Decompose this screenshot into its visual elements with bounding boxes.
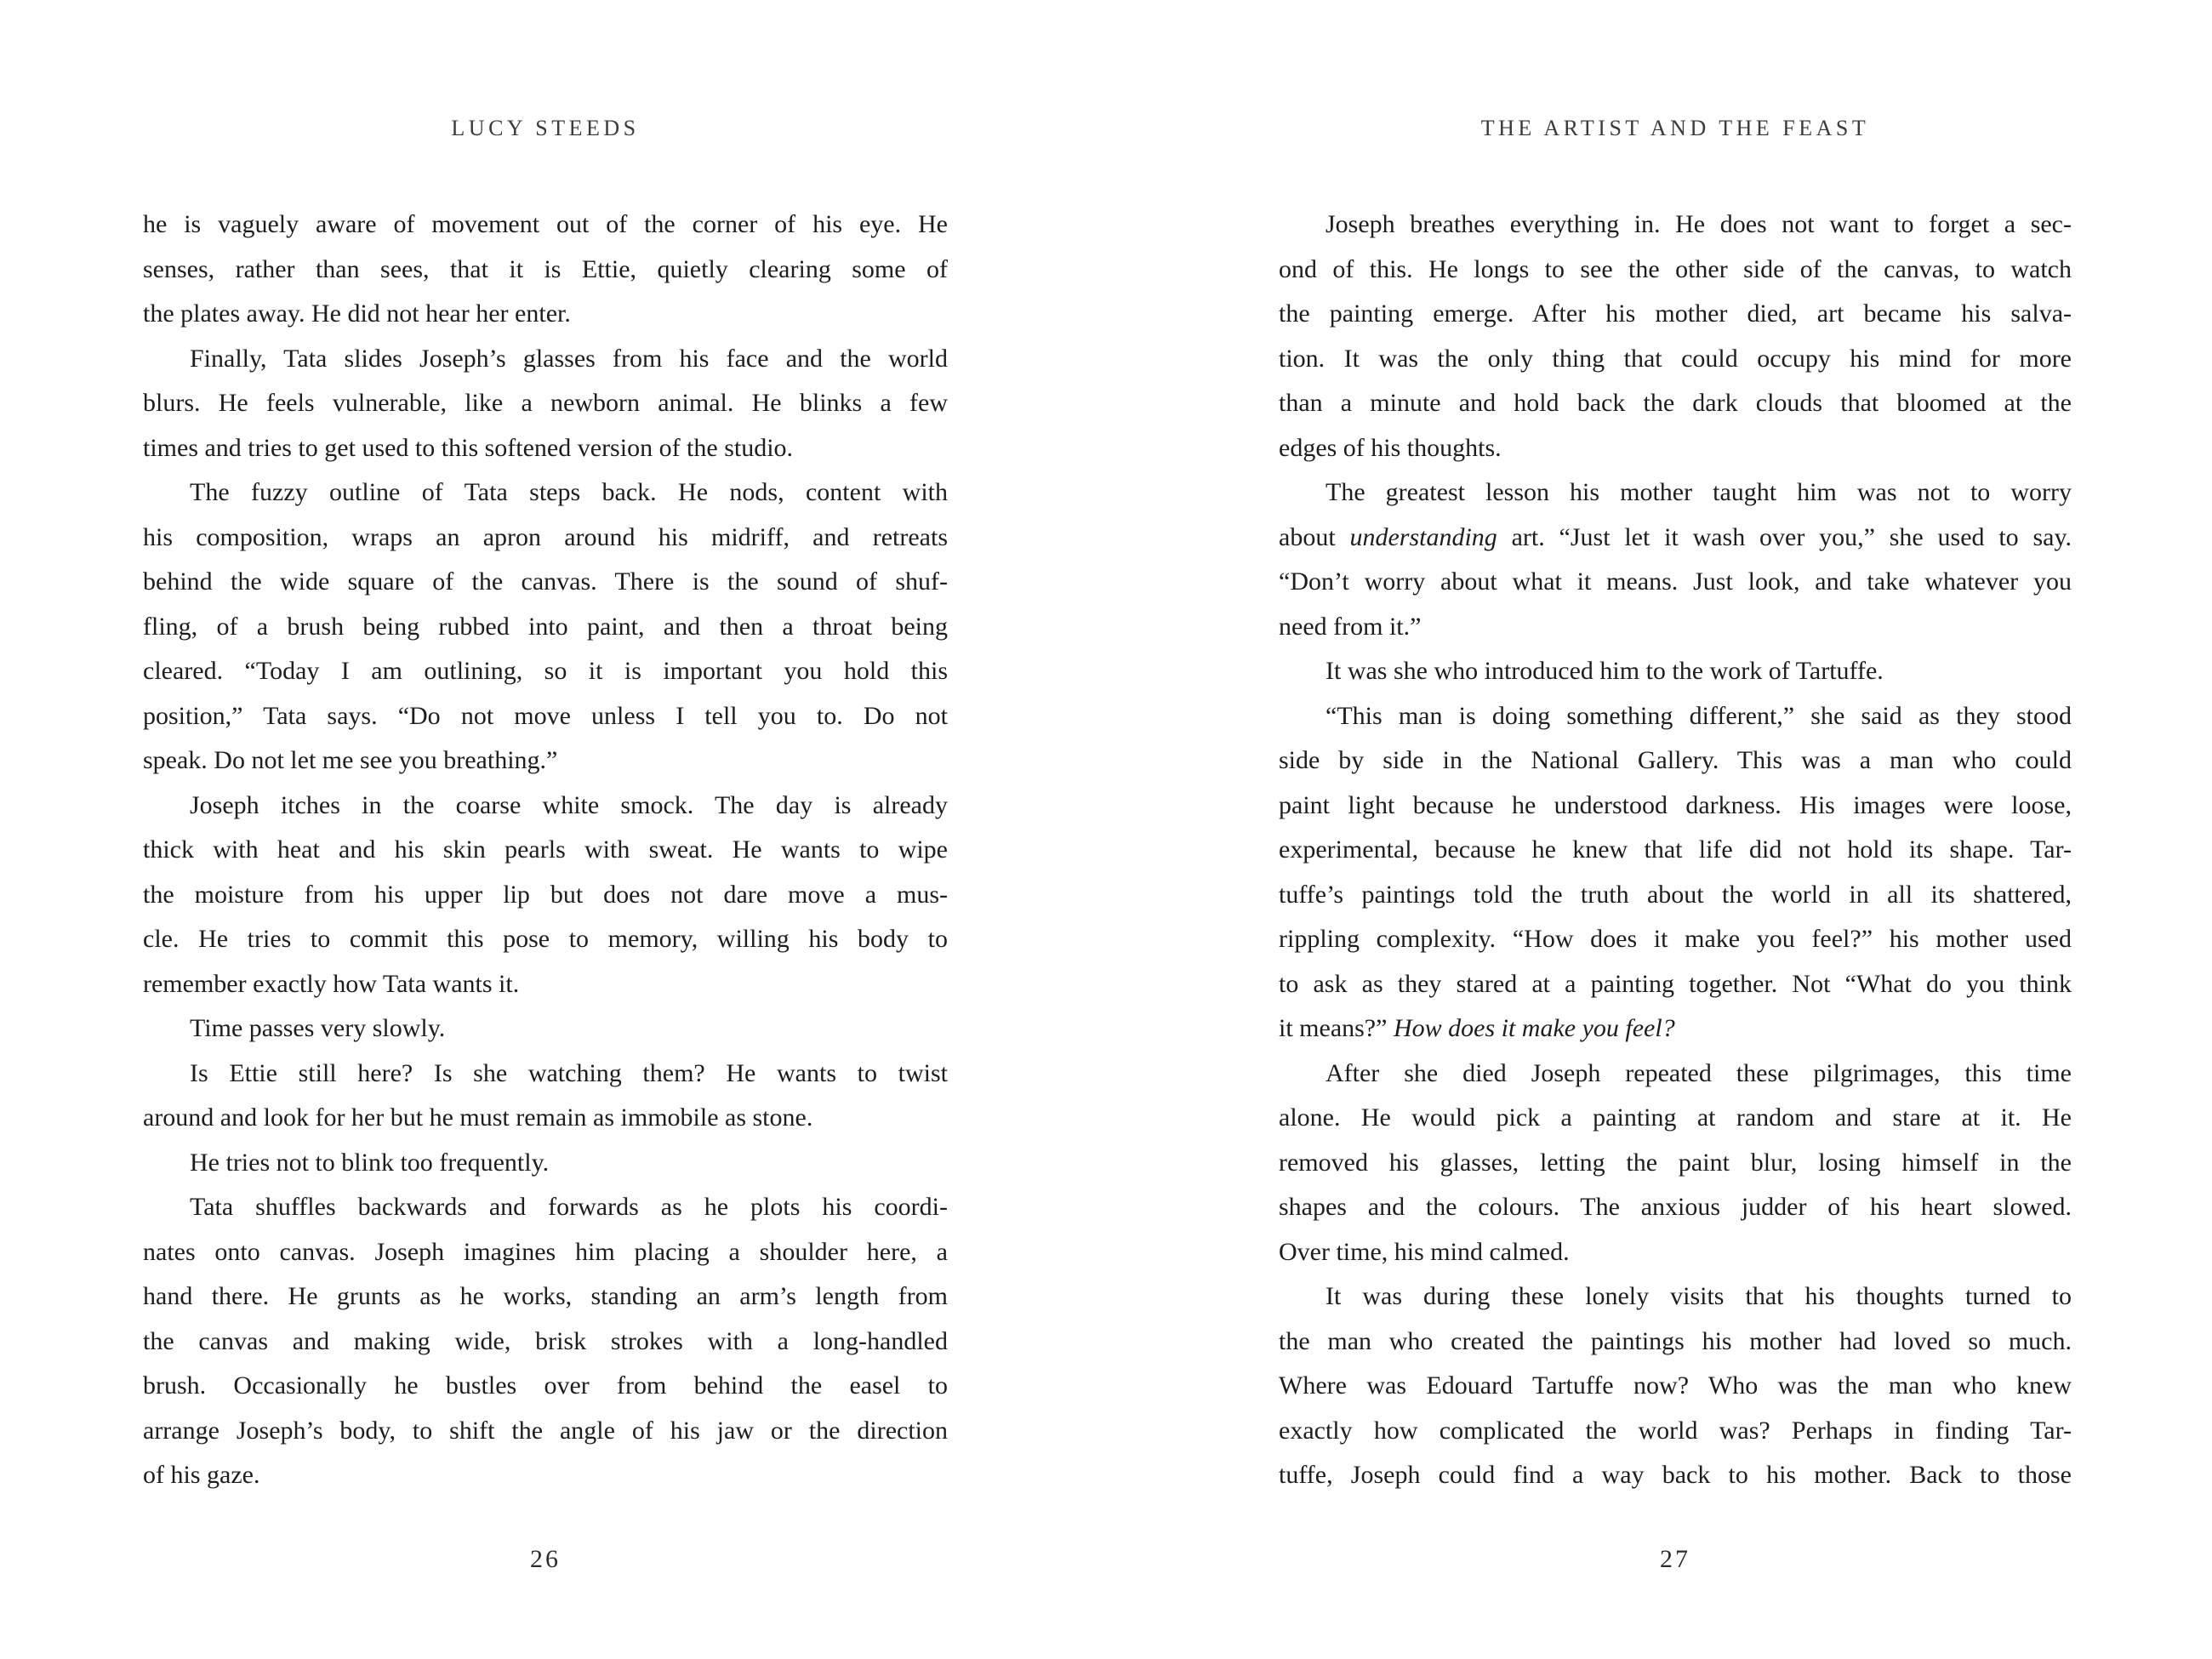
text-line: Where was Edouard Tartuffe now? Who was the man who knew bbox=[1279, 1371, 2072, 1400]
text-line: Joseph breathes everything in. He does not want to forget a sec- bbox=[1325, 210, 2072, 238]
text-line: “This man is doing something different,” she said as they stood bbox=[1325, 701, 2072, 730]
text-line: tion. It was the only thing that could occupy his mind for more bbox=[1279, 344, 2072, 373]
text-line: tuffe’s paintings told the truth about the world in all its shattered, bbox=[1279, 880, 2072, 909]
text-line: alone. He would pick a painting at random and stare at it. He bbox=[1279, 1103, 2072, 1132]
text-line: blurs. He feels vulnerable, like a newborn animal. He blinks a few bbox=[143, 389, 948, 417]
text-line: the plates away. He did not hear her enter. bbox=[143, 299, 571, 328]
text-line: thick with heat and his skin pearls with sweat. He wants to wipe bbox=[143, 835, 948, 864]
text-line: his composition, wraps an apron around his midriff, and retreats bbox=[143, 522, 948, 551]
text-line: Time passes very slowly. bbox=[190, 1014, 446, 1042]
text-line: times and tries to get used to this softened version of the studio. bbox=[143, 433, 794, 462]
text-line: remember exactly how Tata wants it. bbox=[143, 969, 520, 998]
text-line: the canvas and making wide, brisk strokes with a long-handled bbox=[143, 1326, 948, 1355]
text-line: rippling complexity. “How does it make you feel?” his mother used bbox=[1279, 925, 2072, 953]
text-line: it means?” How does it make you feel? bbox=[1279, 1014, 1675, 1042]
text-line: hand there. He grunts as he works, standing an arm’s length from bbox=[143, 1282, 948, 1310]
text-line: It was during these lonely visits that his thoughts turned to bbox=[1325, 1282, 2072, 1310]
text-line: nates onto canvas. Joseph imagines him placing a shoulder here, a bbox=[143, 1237, 948, 1266]
text-line: paint light because he understood darkness. His images were loose, bbox=[1279, 790, 2072, 819]
page-number-right: 27 bbox=[1660, 1545, 1690, 1573]
text-line: Is Ettie still here? Is she watching them? He wants to twist bbox=[190, 1058, 948, 1087]
text-line: fling, of a brush being rubbed into paint, and then a throat being bbox=[143, 612, 948, 641]
text-line: Joseph itches in the coarse white smock. The day is already bbox=[190, 790, 948, 819]
text-line: Finally, Tata slides Joseph’s glasses from his face and the world bbox=[190, 344, 948, 373]
page-body-right bbox=[1279, 202, 2072, 1498]
text-line: The greatest lesson his mother taught him was not to worry bbox=[1325, 478, 2072, 506]
text-line: senses, rather than sees, that it is Ettie, quietly clearing some of bbox=[143, 254, 948, 283]
text-line: arrange Joseph’s body, to shift the angle of his jaw or the direction bbox=[143, 1416, 948, 1445]
running-header-author: LUCY STEEDS bbox=[451, 116, 640, 140]
text-line: position,” Tata says. “Do not move unless I tell you to. Do not bbox=[143, 701, 948, 730]
text-line: The fuzzy outline of Tata steps back. He nods, content with bbox=[190, 478, 948, 506]
text-line: cleared. “Today I am outlining, so it is important you hold this bbox=[143, 657, 948, 685]
text-line: ond of this. He longs to see the other side of the canvas, to watch bbox=[1279, 254, 2072, 283]
text-line: around and look for her but he must remain as immobile as stone. bbox=[143, 1103, 813, 1132]
text-line: behind the wide square of the canvas. There is the sound of shuf- bbox=[143, 567, 948, 596]
text-line: After she died Joseph repeated these pilgrimages, this time bbox=[1325, 1058, 2072, 1087]
text-line: the moisture from his upper lip but does not dare move a mus- bbox=[143, 880, 948, 909]
text-line: exactly how complicated the world was? Perhaps in finding Tar- bbox=[1279, 1416, 2072, 1445]
text-line: of his gaze. bbox=[143, 1461, 260, 1489]
text-line: He tries not to blink too frequently. bbox=[190, 1148, 550, 1177]
text-line: It was she who introduced him to the work of Tartuffe. bbox=[1325, 657, 1884, 685]
page-body-left bbox=[143, 202, 948, 1498]
text-line: than a minute and hold back the dark clouds that bloomed at the bbox=[1279, 389, 2072, 417]
text-line: experimental, because he knew that life did not hold its shape. Tar- bbox=[1279, 835, 2072, 864]
text-line: tuffe, Joseph could find a way back to his mother. Back to those bbox=[1279, 1461, 2072, 1489]
text-line: brush. Occasionally he bustles over from behind the easel to bbox=[143, 1371, 948, 1400]
text-line: the painting emerge. After his mother died, art became his salva- bbox=[1279, 299, 2072, 328]
text-line: Over time, his mind calmed. bbox=[1279, 1237, 1570, 1266]
page-number-left: 26 bbox=[530, 1545, 561, 1573]
text-line: cle. He tries to commit this pose to memory, willing his body to bbox=[143, 925, 948, 953]
text-line: to ask as they stared at a painting together. Not “What do you think bbox=[1279, 969, 2072, 998]
text-line: edges of his thoughts. bbox=[1279, 433, 1502, 462]
text-line: side by side in the National Gallery. This was a man who could bbox=[1279, 746, 2072, 774]
text-line: removed his glasses, letting the paint blur, losing himself in the bbox=[1279, 1148, 2072, 1177]
text-line: shapes and the colours. The anxious judder of his heart slowed. bbox=[1279, 1193, 2072, 1221]
text-line: about understanding art. “Just let it wash over you,” she used to say. bbox=[1279, 522, 2072, 551]
text-line: the man who created the paintings his mother had loved so much. bbox=[1279, 1326, 2072, 1355]
text-line: “Don’t worry about what it means. Just look, and take whatever you bbox=[1279, 567, 2072, 596]
text-line: he is vaguely aware of movement out of the corner of his eye. He bbox=[143, 210, 948, 238]
running-header-title: THE ARTIST AND THE FEAST bbox=[1480, 116, 1870, 140]
text-line: need from it.” bbox=[1279, 612, 1422, 641]
text-line: Tata shuffles backwards and forwards as he plots his coordi- bbox=[190, 1193, 948, 1221]
text-line: speak. Do not let me see you breathing.” bbox=[143, 746, 558, 774]
